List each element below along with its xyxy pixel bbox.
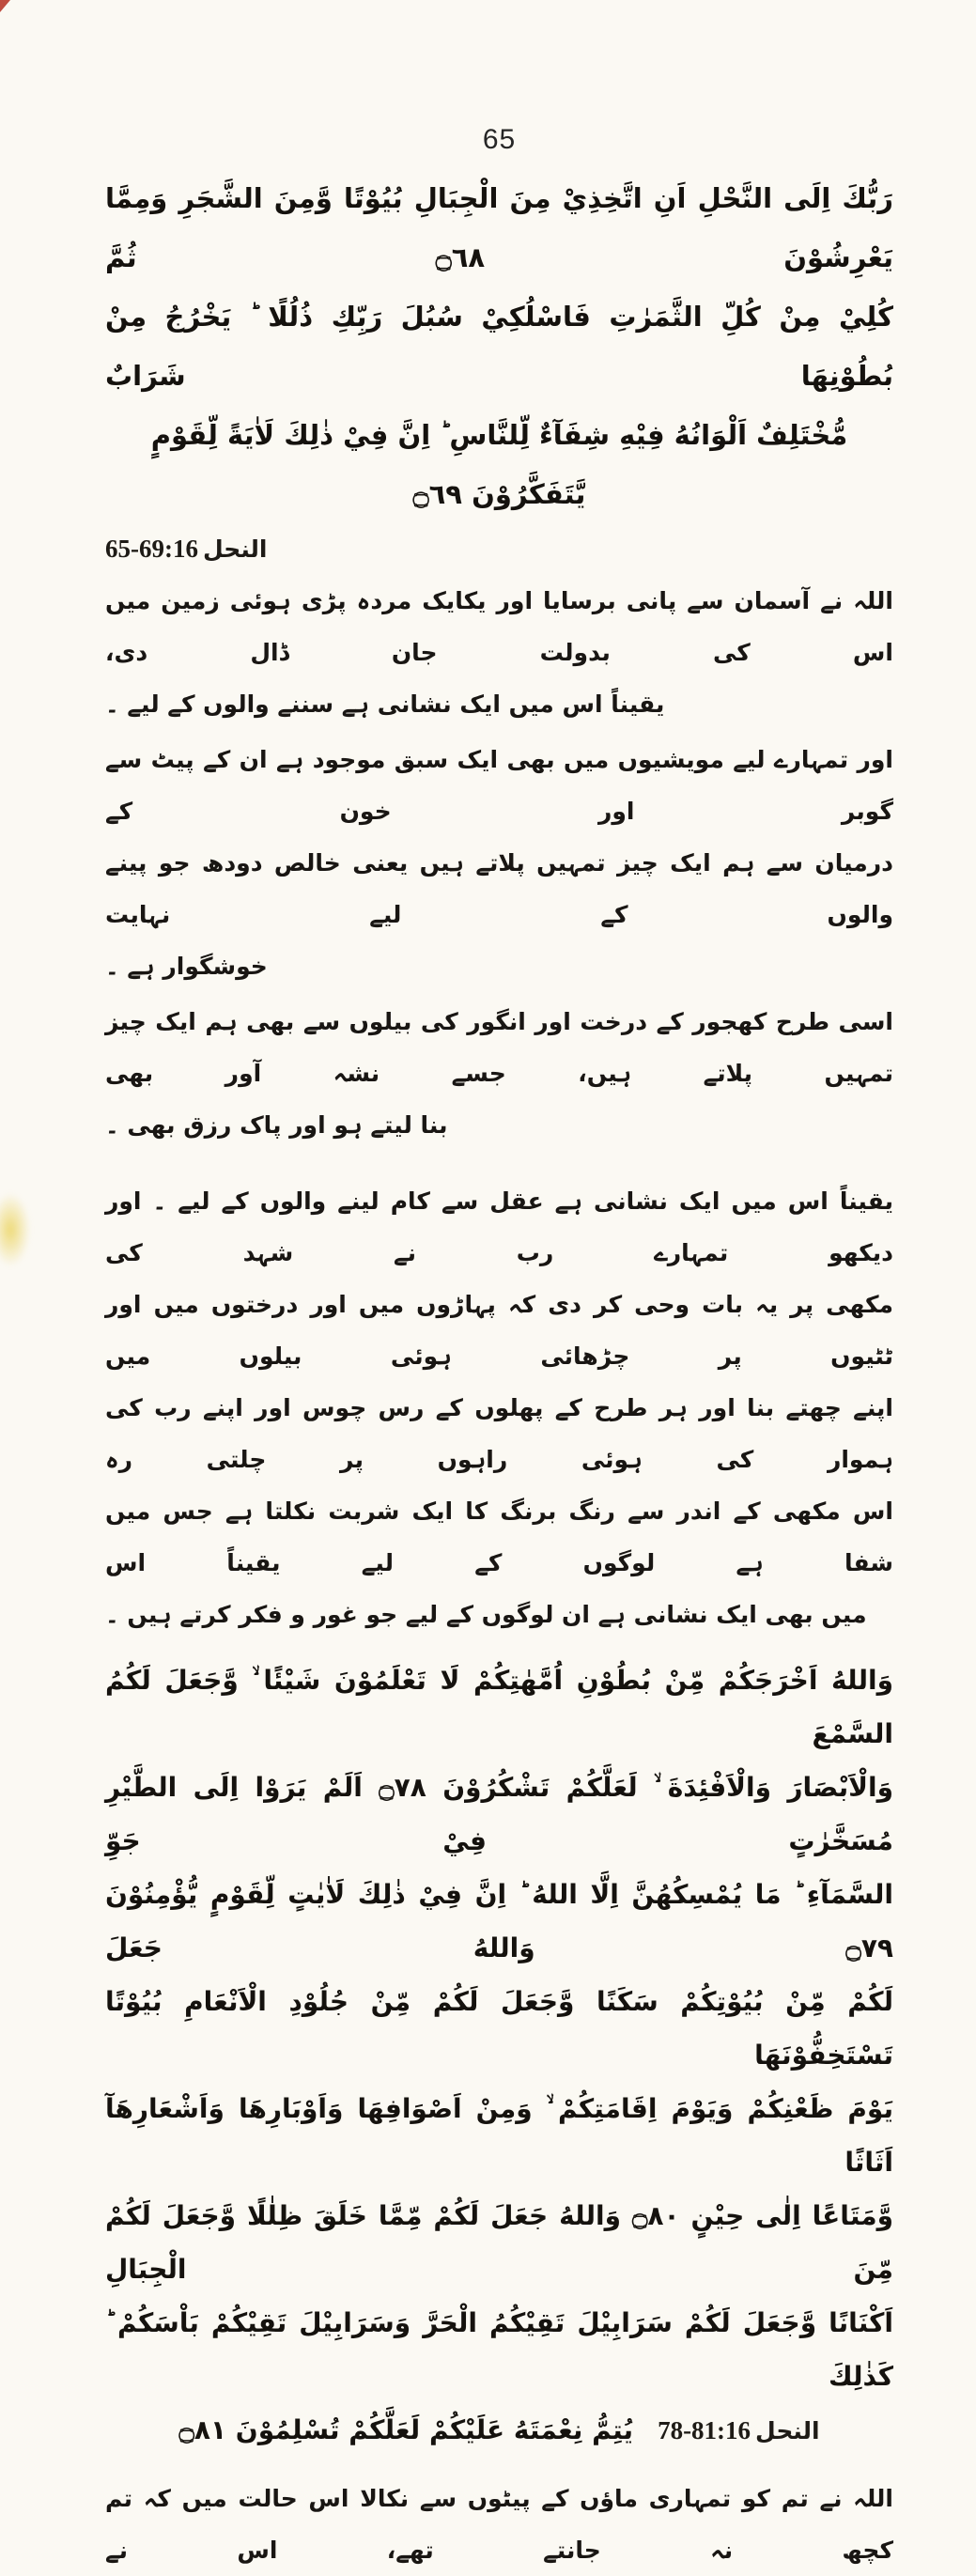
reference-surah-name: النحل (755, 2417, 820, 2444)
quran-arabic-line: يَوْمَ ظَعْنِكُمْ وَيَوْمَ اِقَامَتِكُمْ ۙ وَمِنْ اَصْوَافِهَا وَاَوْبَارِهَا وَاَشْعَارِهَآ اَثَاثًا (105, 2093, 893, 2178)
urdu-translation-paragraph-3 (105, 996, 893, 1151)
urdu-line: اسی طرح کھجور کے درخت اور انگور کی بیلوں سے بھی ہم ایک چیز تمہیں پلاتے ہیں، جسے نشہ آور بھی (105, 1008, 893, 1087)
quran-arabic-line: السَّمَآءِ ؕ مَا يُمْسِكُهُنَّ اِلَّا اللهُ ؕ اِنَّ فِيْ ذٰلِكَ لَاٰيٰتٍ لِّقَوْمٍ يُّؤْمِنُوْنَ ۝٧٩ وَاللهُ جَعَلَ (105, 1879, 893, 1963)
page-number: 65 (482, 124, 517, 155)
quran-passage-2 (105, 1653, 893, 2458)
scan-corner-artifact (0, 0, 10, 12)
quran-arabic-line: لَكُمْ مِّنْ بُيُوْتِكُمْ سَكَنًا وَّجَعَلَ لَكُمْ مِّنْ جُلُوْدِ الْاَنْعَامِ بُيُوْتًا تَسْتَخِفُّوْنَهَا (105, 1986, 893, 2071)
urdu-line: میں بھی ایک نشانی ہے ان لوگوں کے لیے جو غور و فکر کرتے ہیں ۔ (105, 1601, 867, 1628)
urdu-line: اور تمہارے لیے مویشیوں میں بھی ایک سبق موجود ہے ان کے پیٹ سے گوبر اور خون کے (105, 746, 893, 825)
urdu-translation-paragraph-1 (105, 575, 893, 730)
verse-reference-1 (105, 526, 893, 571)
urdu-line: اللہ نے آسمان سے پانی برسایا اور یکایک مردہ پڑی ہوئی زمین میں اس کی بدولت جان ڈال دی، (105, 587, 893, 666)
urdu-continuation-paragraph (105, 2473, 893, 2576)
urdu-line: یقیناً اس میں ایک نشانی ہے عقل سے کام لینے والوں کے لیے ۔ اور دیکھو تمہارے رب نے شہد کی (105, 1187, 893, 1266)
reference-verses: 65-69:16 (105, 535, 198, 563)
urdu-line: اپنے چھتے بنا اور ہر طرح کے پھلوں کے رس چوس اور اپنے رب کی ہموار کی ہوئی راہوں پر چلتی رہ (105, 1394, 893, 1473)
quran-passage-1 (105, 169, 893, 571)
quran-closing-line-with-reference (105, 2403, 893, 2458)
quran-arabic-line: يُتِمُّ نِعْمَتَهُ عَلَيْكُمْ لَعَلَّكُمْ تُسْلِمُوْنَ ۝٨١ (178, 2414, 634, 2445)
urdu-translation-paragraph-2 (105, 734, 893, 992)
quran-arabic-line: مُّخْتَلِفٌ اَلْوَانُهُ فِيْهِ شِفَآءٌ لِّلنَّاسِ ؕ اِنَّ فِيْ ذٰلِكَ لَاٰيَةً لِّقَوْمٍ يَّتَفَكَّرُوْنَ ۝٦٩ (150, 419, 848, 510)
urdu-line: خوشگوار ہے ۔ (105, 953, 268, 980)
quran-arabic-line: اَكْنَانًا وَّجَعَلَ لَكُمْ سَرَابِيْلَ تَقِيْكُمُ الْحَرَّ وَسَرَابِيْلَ تَقِيْكُمْ بَاْسَكُمْ ؕ كَذٰلِكَ (105, 2307, 893, 2392)
urdu-line: درمیان سے ہم ایک چیز تمہیں پلاتے ہیں یعنی خالص دودھ جو پینے والوں کے لیے نہایت (105, 849, 893, 928)
quran-arabic-line: وَالْاَبْصَارَ وَالْاَفْئِدَةَ ۙ لَعَلَّكُمْ تَشْكُرُوْنَ ۝٧٨ اَلَمْ يَرَوْا اِلَى الطَّيْرِ مُسَخَّرٰتٍ فِيْ جَوِّ (105, 1772, 893, 1856)
urdu-line: مکھی پر یہ بات وحی کر دی کہ پہاڑوں میں اور درختوں میں اور ٹٹیوں پر چڑھائی ہوئی بیلوں میں (105, 1291, 893, 1370)
quran-arabic-line: كُلِيْ مِنْ كُلِّ الثَّمَرٰتِ فَاسْلُكِيْ سُبُلَ رَبِّكِ ذُلُلًا ؕ يَخْرُجُ مِنْ بُطُوْنِهَا شَرَابٌ (105, 301, 893, 392)
quran-arabic-line: رَبُّكَ اِلَى النَّحْلِ اَنِ اتَّخِذِيْ مِنَ الْجِبَالِ بُيُوْتًا وَّمِنَ الشَّجَرِ وَمِمَّا يَعْرِشُوْنَ ۝٦٨ ثُمَّ (105, 182, 893, 273)
verse-reference-2 (658, 2404, 819, 2458)
urdu-translation-paragraph-4 (105, 1175, 893, 1640)
reference-surah-name: النحل (202, 535, 268, 563)
quran-arabic-line: وَاللهُ اَخْرَجَكُمْ مِّنْ بُطُوْنِ اُمَّهٰتِكُمْ لَا تَعْلَمُوْنَ شَيْئًا ۙ وَّجَعَلَ لَكُمُ السَّمْعَ (105, 1665, 893, 1749)
reference-verses: 78-81:16 (658, 2416, 751, 2444)
urdu-line: یقیناً اس میں ایک نشانی ہے سننے والوں کے لیے ۔ (105, 691, 665, 718)
quran-arabic-line: وَّمَتَاعًا اِلٰى حِيْنٍ ۝٨٠ وَاللهُ جَعَلَ لَكُمْ مِّمَّا خَلَقَ ظِلٰلًا وَّجَعَلَ لَكُمْ مِّنَ الْجِبَالِ (105, 2200, 893, 2285)
urdu-line: بنا لیتے ہو اور پاک رزق بھی ۔ (105, 1111, 448, 1139)
scan-smudge-artifact (0, 1193, 30, 1266)
urdu-line: اس مکھی کے اندر سے رنگ برنگ کا ایک شربت نکلتا ہے جس میں شفا ہے لوگوں کے لیے یقیناً اس (105, 1497, 893, 1576)
urdu-line: اللہ نے تم کو تمہاری ماؤں کے پیٹوں سے نکالا اس حالت میں کہ تم کچھ نہ جانتے تھے، اس نے (105, 2485, 893, 2564)
